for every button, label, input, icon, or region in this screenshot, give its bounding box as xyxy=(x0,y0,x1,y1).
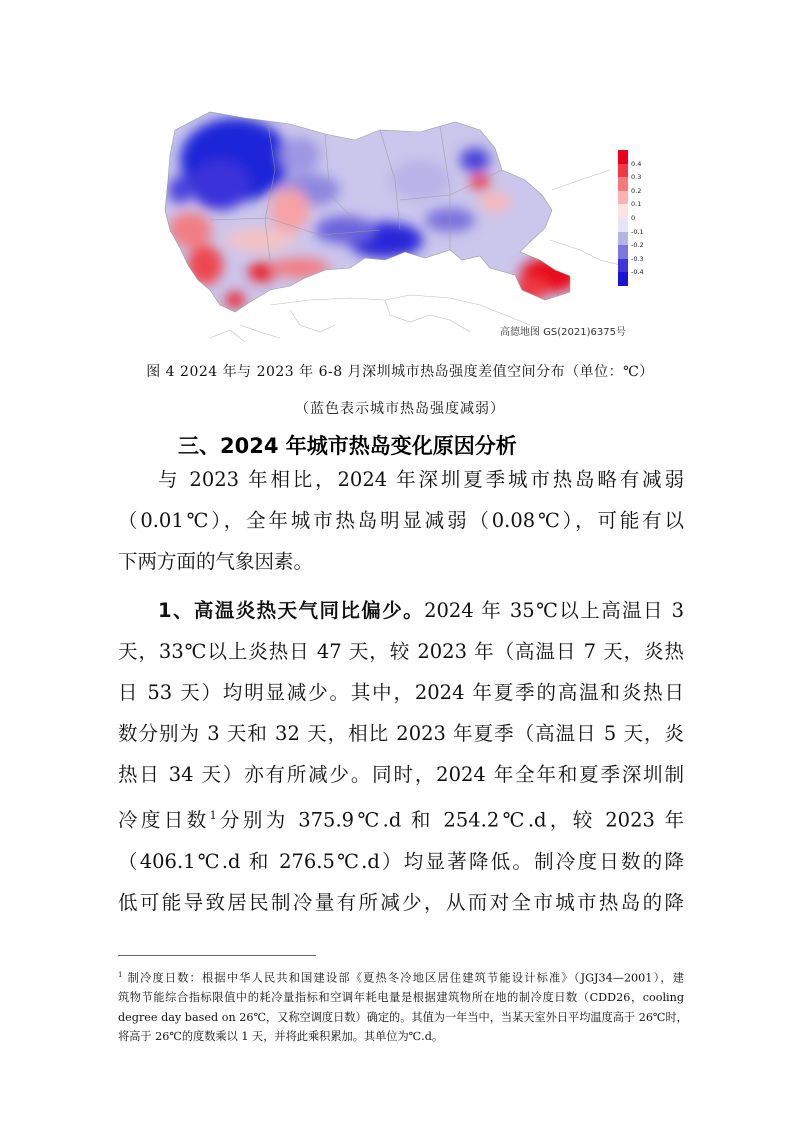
legend-tick-label: -0.1 xyxy=(631,227,644,236)
legend-tick-label: -0.4 xyxy=(631,268,644,277)
legend-swatch xyxy=(618,259,628,273)
paragraph-lead: 1、高温炎热天气同比偏少。 xyxy=(158,599,425,622)
figure-caption-note: （蓝色表示城市热岛强度减弱） xyxy=(295,401,505,417)
footnote-reference[interactable]: 1 xyxy=(209,809,217,822)
footnote-line xyxy=(118,966,684,988)
legend-tick-label: 0.4 xyxy=(631,159,642,168)
paragraph-text: 分别为 375.9℃.d 和 254.2℃.d，较 2023 年 xyxy=(216,808,684,832)
paragraph-line: 日 53 天）均明显减少。其中，2024 年夏季的高温和炎热日 xyxy=(118,681,684,704)
legend-swatch xyxy=(618,177,628,191)
footnote-text: 制冷度日数：根据中华人民共和国建设部《夏热冬冷地区居住建筑节能设计标准》（JGJ34—2001），建 xyxy=(126,971,684,985)
footnote-divider xyxy=(118,955,316,956)
legend-tick-label: 0.1 xyxy=(631,200,642,209)
paragraph-line: 数分别为 3 天和 32 天，相比 2023 年夏季（高温日 5 天，炎 xyxy=(118,722,684,745)
legend-swatch xyxy=(618,204,628,218)
paragraph-line: （0.01℃），全年城市热岛明显减弱（0.08℃），可能有以 xyxy=(118,509,684,532)
paragraph-text: 冷度日数 xyxy=(118,808,210,832)
paragraph-line xyxy=(118,590,684,631)
paragraph-1 xyxy=(118,459,684,582)
legend-colorbar xyxy=(618,150,628,286)
paragraph-text: 2024 年 35℃以上高温日 3 xyxy=(424,599,684,622)
legend-swatch xyxy=(618,272,628,286)
footnote-line: 将高于 26℃的度数乘以 1 天，并将此乘积累加。其单位为℃.d。 xyxy=(118,1030,444,1044)
map-credit: 高德地图 GS(2021)6375号 xyxy=(500,327,626,338)
paragraph-line: 与 2023 年相比，2024 年深圳夏季城市热岛略有减弱 xyxy=(158,468,684,491)
legend-tick-label: -0.3 xyxy=(631,254,644,263)
legend-tick-label: 0.2 xyxy=(631,186,642,195)
legend-tick-label: -0.2 xyxy=(631,241,644,250)
footnote xyxy=(118,966,688,1047)
paragraph-line: 下两方面的气象因素。 xyxy=(118,550,314,573)
paragraph-line xyxy=(118,795,684,841)
legend-swatch xyxy=(618,245,628,259)
legend-tick-label: 0.3 xyxy=(631,173,642,182)
map-graphic xyxy=(150,100,650,345)
paragraph-line: （406.1℃.d 和 276.5℃.d）均显著降低。制冷度日数的降 xyxy=(118,849,684,873)
paragraph-line: 热日 34 天）亦有所减少。同时，2024 年全年和夏季深圳制 xyxy=(118,763,684,786)
paragraph-2 xyxy=(118,590,684,923)
footnote-line: 筑物节能综合指标限值中的耗冷量指标和空调年耗电量是根据建筑物所在地的制冷度日数（CDD26，cooling xyxy=(118,991,684,1005)
legend-swatch xyxy=(618,164,628,178)
legend-swatch xyxy=(618,218,628,232)
legend-swatch xyxy=(618,191,628,205)
heat-island-map xyxy=(150,100,650,345)
paragraph-line: 天，33℃以上炎热日 47 天，较 2023 年（高温日 7 天，炎热 xyxy=(118,640,684,663)
figure-caption: 图 4 2024 年与 2023 年 6-8 月深圳城市热岛强度差值空间分布（单位：℃） xyxy=(146,364,654,380)
paragraph-line: 低可能导致居民制冷量有所减少，从而对全市城市热岛的降 xyxy=(118,890,684,914)
section-heading: 三、2024 年城市热岛变化原因分析 xyxy=(178,434,517,458)
legend-swatch xyxy=(618,150,628,164)
footnote-mark: 1 xyxy=(118,971,123,979)
legend-swatch xyxy=(618,232,628,246)
legend-tick-label: 0 xyxy=(631,214,636,222)
footnote-line: degree day based on 26℃，又称空调度日数）确定的。其值为一年当中，当某天室外日平均温度高于 26℃时， xyxy=(118,1010,688,1024)
